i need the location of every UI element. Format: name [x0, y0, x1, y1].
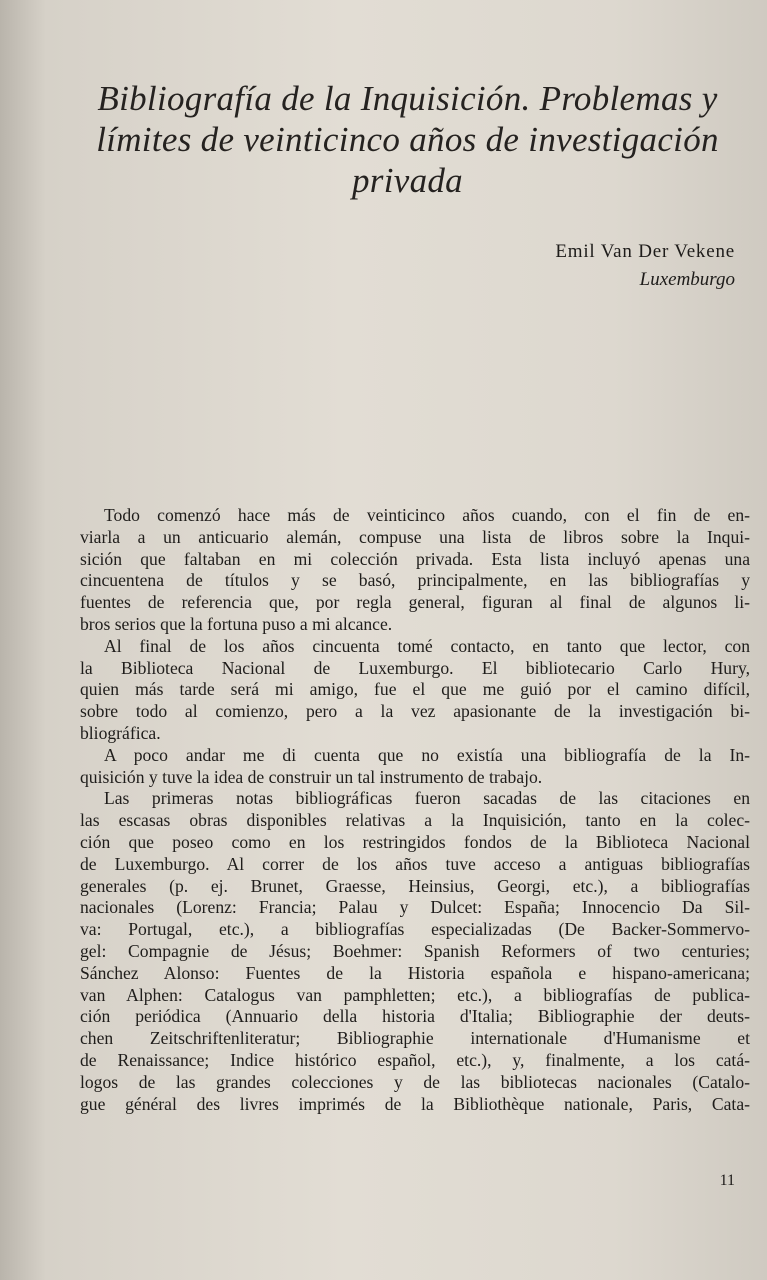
text-line: Todo comenzó hace más de veinticinco años cuando, con el fin de en-: [104, 505, 750, 525]
body-text: [80, 505, 750, 1115]
paragraph: [80, 505, 750, 636]
text-line: gel: Compagnie de Jésus; Boehmer: Spanish Reformers of two centuries;: [80, 940, 750, 961]
text-line: fuentes de referencia que, por regla general, figuran al final de algunos li-: [80, 592, 750, 613]
text-line: logos de las grandes colecciones y de las bibliotecas nacionales (Catalo-: [80, 1071, 750, 1092]
text-line: ción periódica (Annuario della historia d'Italia; Bibliographie der deuts-: [80, 1006, 750, 1027]
author-name: Emil Van Der Vekene: [555, 241, 735, 262]
text-line: de Renaissance; Indice histórico español, etc.), y, finalmente, a los catá-: [80, 1049, 750, 1070]
paragraph: [80, 745, 750, 789]
text-line: quien más tarde será mi amigo, fue el que me guió por el camino difícil,: [80, 679, 750, 700]
paragraph: [80, 636, 750, 745]
text-line: viarla a un anticuario alemán, compuse una lista de libros sobre la Inqui-: [80, 526, 750, 547]
text-line: Las primeras notas bibliográficas fueron sacadas de las citaciones en: [104, 788, 750, 809]
text-line: van Alphen: Catalogus van pamphletten; etc.), a bibliografías de publica-: [80, 984, 750, 1005]
text-line: las escasas obras disponibles relativas a la Inquisición, tanto en la colec-: [80, 810, 750, 831]
text-line: va: Portugal, etc.), a bibliografías especializadas (De Backer-Sommervo-: [80, 919, 750, 940]
text-line: cincuentena de títulos y se basó, principalmente, en las bibliografías y: [80, 570, 750, 591]
text-line: Al final de los años cincuenta tomé contacto, en tanto que lector, con: [104, 635, 750, 656]
title-line: límites de veinticinco años de investigación: [96, 120, 719, 159]
author-affiliation: Luxemburgo: [639, 269, 735, 290]
text-line: bros serios que la fortuna puso a mi alcance.: [80, 613, 393, 634]
article-title: [70, 78, 745, 201]
title-line: Bibliografía de la Inquisición. Problemas y: [97, 79, 718, 118]
text-line: gue général des livres imprimés de la Bibliothèque nationale, Paris, Cata-: [80, 1093, 750, 1114]
text-line: quisición y tuve la idea de construir un tal instrumento de trabajo.: [80, 766, 543, 787]
text-line: de Luxemburgo. Al correr de los años tuve acceso a antiguas bibliografías: [80, 853, 750, 874]
text-line: bliográfica.: [80, 722, 161, 743]
text-line: ción que poseo como en los restringidos fondos de la Biblioteca Nacional: [80, 831, 750, 852]
text-line: Sánchez Alonso: Fuentes de la Historia española e hispano-americana;: [80, 962, 750, 983]
text-line: sición que faltaban en mi colección privada. Esta lista incluyó apenas una: [80, 548, 750, 569]
text-line: sobre todo al comienzo, pero a la vez apasionante de la investigación bi-: [80, 701, 750, 722]
title-line: privada: [352, 161, 463, 200]
text-line: chen Zeitschriftenliteratur; Bibliographie internationale d'Humanisme et: [80, 1028, 750, 1049]
text-line: nacionales (Lorenz: Francia; Palau y Dulcet: España; Innocencio Da Sil-: [80, 897, 750, 918]
text-line: la Biblioteca Nacional de Luxemburgo. El bibliotecario Carlo Hury,: [80, 657, 750, 678]
text-line: generales (p. ej. Brunet, Graesse, Heinsius, Georgi, etc.), a bibliografías: [80, 875, 750, 896]
text-line: A poco andar me di cuenta que no existía una bibliografía de la In-: [104, 744, 750, 765]
page-number: 11: [719, 1172, 735, 1189]
author-block: [555, 238, 735, 294]
paragraph: [80, 788, 750, 1115]
